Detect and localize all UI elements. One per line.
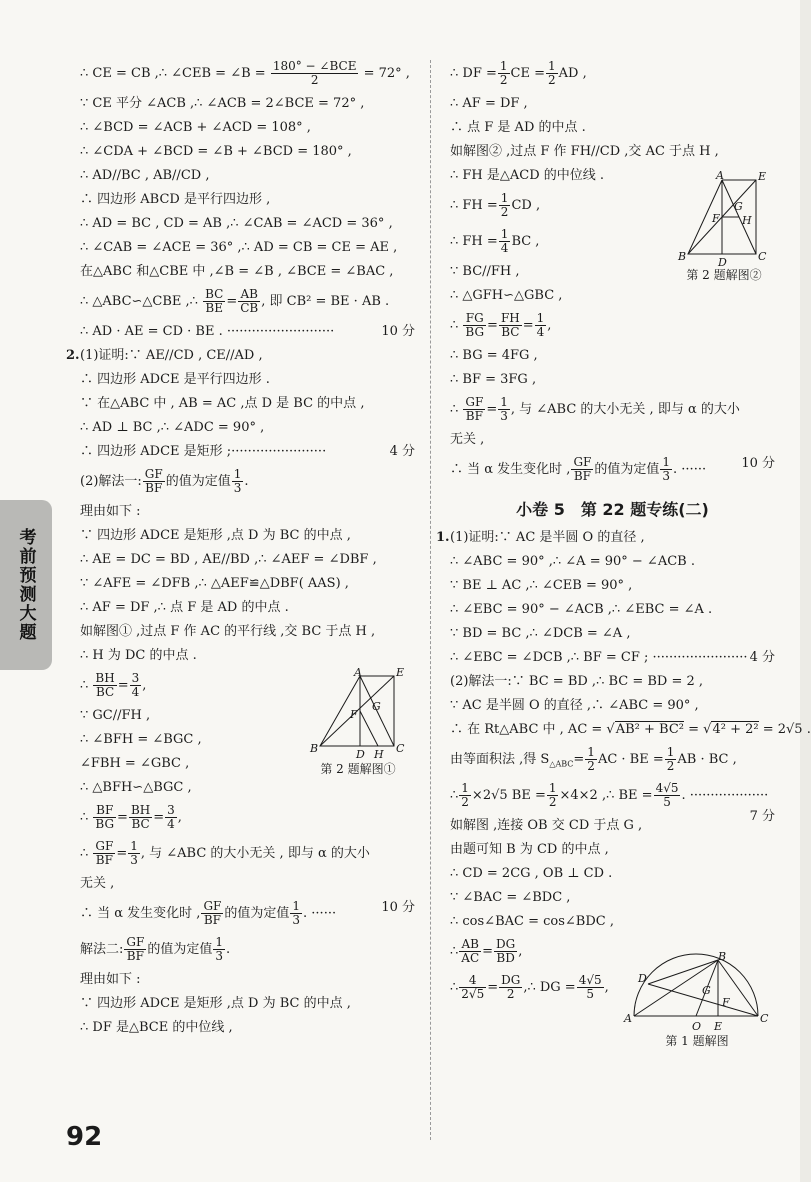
denominator: AC xyxy=(461,951,480,965)
score: 7 分 xyxy=(749,809,775,824)
numerator: 1 xyxy=(233,467,242,481)
text: BC , xyxy=(511,234,540,249)
line: ∵ BC//FH , xyxy=(450,264,520,279)
text: = xyxy=(688,722,700,737)
numerator: 1 xyxy=(662,455,671,469)
figure-2-diagram xyxy=(676,169,772,269)
line: ∴ △ABC∽△CBE ,∴ $\frac{BC}{BE}$ = $\frac{AB}{CB}$ , 即 CB² = BE · AB . xyxy=(80,287,390,315)
line xyxy=(80,900,415,927)
figure-1 xyxy=(308,668,408,777)
line: ∴ FH 是△ACD 的中位线 . xyxy=(450,168,605,183)
denominator: 2 xyxy=(506,987,515,1001)
line xyxy=(80,936,415,963)
numerator: BH xyxy=(95,671,115,685)
fraction xyxy=(498,60,510,87)
numerator: GF xyxy=(573,455,592,469)
numerator: FH xyxy=(500,311,520,325)
numerator: 3 xyxy=(167,803,175,817)
numerator: 1 xyxy=(500,191,509,205)
text: ∴ FH = xyxy=(450,198,498,213)
denominator: 3 xyxy=(500,409,508,423)
fraction xyxy=(124,936,146,963)
fraction xyxy=(494,938,517,965)
line: (2)解法一:∵ BC = BD ,∴ BC = BD = 2 , xyxy=(450,674,704,689)
text: 的值为定值 xyxy=(224,906,290,921)
denominator: 3 xyxy=(215,949,223,963)
fraction xyxy=(459,938,481,965)
fraction xyxy=(665,746,677,773)
fraction xyxy=(547,782,559,809)
label-E: E xyxy=(758,170,767,183)
text: , 与 ∠ABC 的大小无关 , 即与 α 的大小 xyxy=(140,846,370,861)
fraction xyxy=(546,60,558,87)
text: ∴ AD · AE = CD · BE . ·························· xyxy=(80,324,335,339)
fraction xyxy=(499,974,522,1001)
problem-number: 1. xyxy=(436,530,450,545)
line: 在△ABC 和△CBE 中 ,∠B = ∠B , ∠BCE = ∠BAC , xyxy=(80,264,394,279)
line xyxy=(80,444,415,459)
line: ∴ CD = 2CG , OB ⊥ CD . xyxy=(450,866,613,881)
text: ×4×2 ,∴ BE = xyxy=(559,788,653,803)
fraction xyxy=(93,672,116,699)
label-B: B xyxy=(310,742,319,755)
line: ∴ BG = 4FG , xyxy=(450,348,538,363)
line xyxy=(450,650,775,665)
fraction xyxy=(535,312,547,339)
score: 10 分 xyxy=(381,324,415,339)
fraction xyxy=(201,900,223,927)
fraction xyxy=(459,974,486,1001)
score: 4 分 xyxy=(389,444,415,459)
numerator: BC xyxy=(205,287,224,301)
fraction xyxy=(577,974,604,1001)
denominator: BG xyxy=(465,325,485,339)
fraction xyxy=(93,804,116,831)
text: . ······ xyxy=(303,906,337,921)
label-G: G xyxy=(734,200,743,213)
fraction xyxy=(290,900,302,927)
numerator: GF xyxy=(203,899,222,913)
numerator: BF xyxy=(93,804,116,818)
text: CE = xyxy=(510,66,545,81)
fraction xyxy=(463,396,485,423)
denominator: 3 xyxy=(233,481,242,495)
numerator: GF xyxy=(465,395,484,409)
label-C: C xyxy=(396,742,405,755)
denominator: 2 xyxy=(310,73,319,87)
line xyxy=(450,746,775,773)
line: ∵ 四边形 ADCE 是矩形 ,点 D 为 BC 的中点 , xyxy=(80,528,351,543)
fraction xyxy=(143,468,165,495)
text: ,∴ DG = xyxy=(523,980,576,995)
denominator: 2 xyxy=(461,795,469,809)
line xyxy=(66,348,415,363)
fraction xyxy=(213,936,225,963)
denominator: BF xyxy=(203,913,221,927)
problem-number: 2. xyxy=(66,348,80,363)
line: ∴ ∠BCD = ∠ACB + ∠ACD = 108° , xyxy=(80,120,311,135)
line: 理由如下 : xyxy=(80,972,141,987)
numerator: 1 xyxy=(500,227,509,241)
numerator: 1 xyxy=(292,899,301,913)
numerator: 4√5 xyxy=(655,781,679,795)
denominator: BF xyxy=(465,409,483,423)
denominator: 2√5 xyxy=(461,987,485,1001)
text: 解法二: xyxy=(80,942,124,957)
text: ∴ 四边形 ADCE 是矩形 ;······················· xyxy=(80,444,327,459)
score: 10 分 xyxy=(381,900,415,915)
line: ∴ AE = DC = BD , AE//BD ,∴ ∠AEF = ∠DBF , xyxy=(80,552,377,567)
numerator: 1 xyxy=(500,395,508,409)
line xyxy=(450,781,775,824)
denominator: CB xyxy=(240,301,259,315)
line: ∴ ∠BFH = ∠BGC , xyxy=(80,732,202,747)
fraction xyxy=(130,672,142,699)
label-A: A xyxy=(624,1012,632,1025)
text: ∴ 在 Rt△ABC 中 , AC = xyxy=(450,722,603,737)
text: ∴ CE = CB ,∴ ∠CEB = ∠B = xyxy=(80,66,266,81)
denominator: 4 xyxy=(167,817,175,831)
label-D: D xyxy=(638,972,647,985)
text: (1)证明:∵ AC 是半圆 O 的直径 , xyxy=(450,530,645,545)
label-O: O xyxy=(692,1020,702,1033)
line: ∴ 四边形 ABCD 是平行四边形 , xyxy=(80,192,271,207)
text: , xyxy=(604,980,609,995)
text: ∴ xyxy=(450,788,459,803)
score: 4 分 xyxy=(749,650,775,665)
label-A: A xyxy=(716,169,724,182)
denominator: 3 xyxy=(662,469,671,483)
denominator: BE xyxy=(205,301,223,315)
line: ∴ $\frac{BF}{BG}$ = $\frac{BH}{BC}$ = $\frac{3}{4}$ , xyxy=(80,803,182,831)
line xyxy=(80,468,415,495)
line: ∴ H 为 DC 的中点 . xyxy=(80,648,197,663)
figure-3-caption: 第 1 题解图 xyxy=(665,1034,729,1048)
label-D: D xyxy=(718,256,727,269)
denominator: BC xyxy=(501,325,520,339)
denominator: 4 xyxy=(536,325,545,339)
line: ∴ $\frac{AB}{AC}$ = $\frac{DG}{BD}$ , xyxy=(450,937,523,965)
text: ×2√5 BE = xyxy=(471,788,546,803)
numerator: 3 xyxy=(131,671,140,685)
fraction xyxy=(463,312,486,339)
text: , 与 ∠ABC 的大小无关 , 即与 α 的大小 xyxy=(510,402,740,417)
text: AB · BC , xyxy=(677,752,737,767)
numerator: DG xyxy=(501,973,521,987)
numerator: 1 xyxy=(461,781,469,795)
line xyxy=(80,60,415,87)
line: ∵ BE ⊥ AC ,∴ ∠CEB = 90° , xyxy=(450,578,633,593)
denominator: 2 xyxy=(547,73,556,87)
fraction xyxy=(660,456,672,483)
line: ∴ △BFH∽△BGC , xyxy=(80,780,192,795)
label-H: H xyxy=(374,748,384,761)
fraction xyxy=(238,288,260,315)
fraction xyxy=(654,782,681,809)
line: ∵ ∠AFE = ∠DFB ,∴ △AEF≌△DBF( AAS) , xyxy=(80,576,349,591)
numerator: 180° − ∠BCE xyxy=(272,59,357,73)
line: ∴ DF 是△BCE 的中位线 , xyxy=(80,1020,233,1035)
label-G: G xyxy=(702,984,711,997)
numerator: 4√5 xyxy=(578,973,602,987)
denominator: 3 xyxy=(292,913,301,927)
denominator: BF xyxy=(95,853,113,867)
line: ∴ 点 F 是 AD 的中点 . xyxy=(450,120,586,135)
figure-3 xyxy=(622,952,772,1049)
label-F: F xyxy=(722,996,730,1009)
line: 由题可知 B 为 CD 的中点 , xyxy=(450,842,609,857)
line: ∴ ∠EBC = 90° − ∠ACB ,∴ ∠EBC = ∠A . xyxy=(450,602,713,617)
fraction xyxy=(498,396,510,423)
fraction xyxy=(129,804,152,831)
text: 的值为定值 xyxy=(594,462,660,477)
numerator: DG xyxy=(496,937,516,951)
fraction xyxy=(499,192,511,219)
score: 10 分 xyxy=(741,456,775,471)
line: ∴ 在 Rt△ABC 中 , AC = √AB² + BC² = √4² + 2² = 2√5 . xyxy=(450,722,811,737)
denominator: 2 xyxy=(499,73,508,87)
fraction xyxy=(165,804,177,831)
denominator: BF xyxy=(573,469,591,483)
text: ∴ DF = xyxy=(450,66,497,81)
denominator: BC xyxy=(95,685,115,699)
line: ∴ AD//BC , AB//CD , xyxy=(80,168,210,183)
denominator: BF xyxy=(126,949,144,963)
fraction xyxy=(459,782,471,809)
text: . ······ xyxy=(673,462,707,477)
figure-1-caption: 第 2 题解图① xyxy=(320,762,396,776)
side-tab: 考前预测大题 xyxy=(0,500,52,670)
line: ∠FBH = ∠GBC , xyxy=(80,756,190,771)
text: ∴ xyxy=(450,980,459,995)
numerator: 1 xyxy=(215,935,223,949)
line: ∴ $\frac{BH}{BC}$ = $\frac{3}{4}$ , xyxy=(80,671,147,699)
label-E: E xyxy=(714,1020,723,1033)
label-G: G xyxy=(372,700,381,713)
line: ∴ AD = BC , CD = AB ,∴ ∠CAB = ∠ACD = 36° , xyxy=(80,216,393,231)
line xyxy=(80,324,415,339)
text: . xyxy=(225,942,231,957)
left-column xyxy=(66,59,415,1044)
subscript: △ABC xyxy=(549,759,574,769)
column-divider xyxy=(430,60,431,1140)
radicand: AB² + BC² xyxy=(615,722,684,737)
numerator: AB xyxy=(238,288,260,302)
fraction xyxy=(128,840,140,867)
label-F: F xyxy=(350,708,358,721)
line: ∴ ∠CAB = ∠ACE = 36° ,∴ AD = CB = CE = AE , xyxy=(80,240,398,255)
fraction xyxy=(203,288,225,315)
numerator: 1 xyxy=(666,745,675,759)
section-title: 小卷 5 第 22 题专练(二) xyxy=(516,500,709,519)
text: . ··················· xyxy=(681,788,769,803)
denominator: BD xyxy=(496,951,515,965)
line: ∵ GC//FH , xyxy=(80,708,151,723)
label-H: H xyxy=(742,214,752,227)
denominator: 2 xyxy=(666,759,675,773)
line: ∵ 在△ABC 中 , AB = AC ,点 D 是 BC 的中点 , xyxy=(80,396,365,411)
text: (2)解法一: xyxy=(80,474,142,489)
text: = 2√5 . xyxy=(762,722,811,737)
text: ∴ △ABC∽△CBE ,∴ xyxy=(80,294,198,309)
label-F: F xyxy=(712,212,720,225)
line: ∴ AD ⊥ BC ,∴ ∠ADC = 90° , xyxy=(80,420,265,435)
fraction xyxy=(571,456,593,483)
line: ∴ AF = DF ,∴ 点 F 是 AD 的中点 . xyxy=(80,600,289,615)
line: ∴ $\frac{GF}{BF}$ = $\frac{1}{3}$ , 与 ∠ABC 的大小无关 , 即与 α 的大小 xyxy=(80,839,370,867)
text: CD , xyxy=(511,198,541,213)
denominator: 4 xyxy=(131,685,140,699)
line: ∴ cos∠BAC = cos∠BDC , xyxy=(450,914,614,929)
line: ∵ ∠BAC = ∠BDC , xyxy=(450,890,571,905)
radicand: 4² + 2² xyxy=(712,722,759,737)
line: ∴ ∠ABC = 90° ,∴ ∠A = 90° − ∠ACB . xyxy=(450,554,695,569)
line: ∴ AF = DF , xyxy=(450,96,528,111)
line: 如解图 ,连接 OB 交 CD 于点 G , xyxy=(450,818,643,833)
text: AD , xyxy=(558,66,587,81)
fraction xyxy=(585,746,597,773)
fraction xyxy=(93,840,115,867)
numerator: GF xyxy=(126,935,145,949)
figure-3-diagram xyxy=(622,952,772,1032)
line: 理由如下 : xyxy=(80,504,141,519)
line: ∴ △GFH∽△GBC , xyxy=(450,288,563,303)
line: 无关 , xyxy=(450,432,485,447)
numerator: GF xyxy=(144,467,163,481)
text: 由等面积法 ,得 S xyxy=(450,752,550,767)
line: ∵ AC 是半圆 O 的直径 ,∴ ∠ABC = 90° , xyxy=(450,698,699,713)
numerator: 1 xyxy=(547,59,556,73)
label-B: B xyxy=(718,950,727,963)
page-number: 92 xyxy=(66,1122,103,1152)
denominator: 4 xyxy=(500,241,509,255)
numerator: AB xyxy=(459,938,481,952)
denominator: BF xyxy=(145,481,163,495)
denominator: 5 xyxy=(586,987,594,1001)
text: ∴ 当 α 发生变化时 , xyxy=(80,906,201,921)
text: = xyxy=(573,752,585,767)
line: 如解图① ,过点 F 作 AC 的平行线 ,交 BC 于点 H , xyxy=(80,624,376,639)
fraction xyxy=(499,312,522,339)
numerator: 4 xyxy=(459,974,486,988)
label-B: B xyxy=(678,250,687,263)
denominator: BC xyxy=(131,817,150,831)
line xyxy=(436,530,775,545)
line: ∴ $\frac{4}{2√5}$ = $\frac{DG}{2}$ ,∴ DG = $\frac{4√5}{5}$ , xyxy=(450,973,609,1001)
label-C: C xyxy=(758,250,767,263)
line xyxy=(450,456,775,483)
denominator: 3 xyxy=(130,853,138,867)
fraction xyxy=(271,60,359,87)
figure-2 xyxy=(676,170,772,283)
text: = 72° , xyxy=(363,66,410,81)
figure-2-caption: 第 2 题解图② xyxy=(686,268,762,282)
denominator: 2 xyxy=(500,205,509,219)
line: ∵ 四边形 ADCE 是矩形 ,点 D 为 BC 的中点 , xyxy=(80,996,351,1011)
label-D: D xyxy=(356,748,365,761)
denominator: 2 xyxy=(548,795,557,809)
label-E: E xyxy=(396,666,405,679)
line: ∴ 四边形 ADCE 是平行四边形 . xyxy=(80,372,270,387)
text: ∴ FH = xyxy=(450,234,498,249)
line: 如解图② ,过点 F 作 FH//CD ,交 AC 于点 H , xyxy=(450,144,719,159)
text: ∴ 当 α 发生变化时 , xyxy=(450,462,571,477)
label-C: C xyxy=(760,1012,769,1025)
text: AC · BE = xyxy=(597,752,664,767)
label-A: A xyxy=(354,666,362,679)
figure-1-diagram xyxy=(308,668,408,760)
numerator: GF xyxy=(95,839,114,853)
denominator: 2 xyxy=(587,759,595,773)
numerator: FG xyxy=(463,312,486,326)
line: ∴ $\frac{GF}{BF}$ = $\frac{1}{3}$ , 与 ∠ABC 的大小无关 , 即与 α 的大小 xyxy=(450,395,740,423)
line: ∴ BF = 3FG , xyxy=(450,372,537,387)
text: , 即 CB² = BE · AB . xyxy=(261,294,390,309)
numerator: BH xyxy=(130,803,151,817)
denominator: 5 xyxy=(663,795,671,809)
numerator: 1 xyxy=(536,311,545,325)
line: ∴ ∠CDA + ∠BCD = ∠B + ∠BCD = 180° , xyxy=(80,144,352,159)
line: ∵ CE 平分 ∠ACB ,∴ ∠ACB = 2∠BCE = 72° , xyxy=(80,96,365,111)
denominator: BG xyxy=(95,817,115,831)
text: 的值为定值 xyxy=(165,474,231,489)
line xyxy=(450,60,775,87)
text: . xyxy=(244,474,249,489)
line: 无关 , xyxy=(80,876,115,891)
text: (1)证明:∵ AE//CD , CE//AD , xyxy=(80,348,263,363)
numerator: 1 xyxy=(499,59,508,73)
line: ∴ $\frac{FG}{BG}$ = $\frac{FH}{BC}$ = $\frac{1}{4}$ , xyxy=(450,311,552,339)
text: 的值为定值 xyxy=(147,942,213,957)
numerator: 1 xyxy=(548,781,557,795)
numerator: 1 xyxy=(130,839,138,853)
fraction xyxy=(499,228,511,255)
fraction xyxy=(232,468,244,495)
line: ∵ BD = BC ,∴ ∠DCB = ∠A , xyxy=(450,626,631,641)
text: ∴ ∠EBC = ∠DCB ,∴ BF = CF ; ······················· xyxy=(450,650,748,665)
text: , xyxy=(518,944,523,959)
text: ∴ xyxy=(450,944,459,959)
numerator: 1 xyxy=(587,745,595,759)
